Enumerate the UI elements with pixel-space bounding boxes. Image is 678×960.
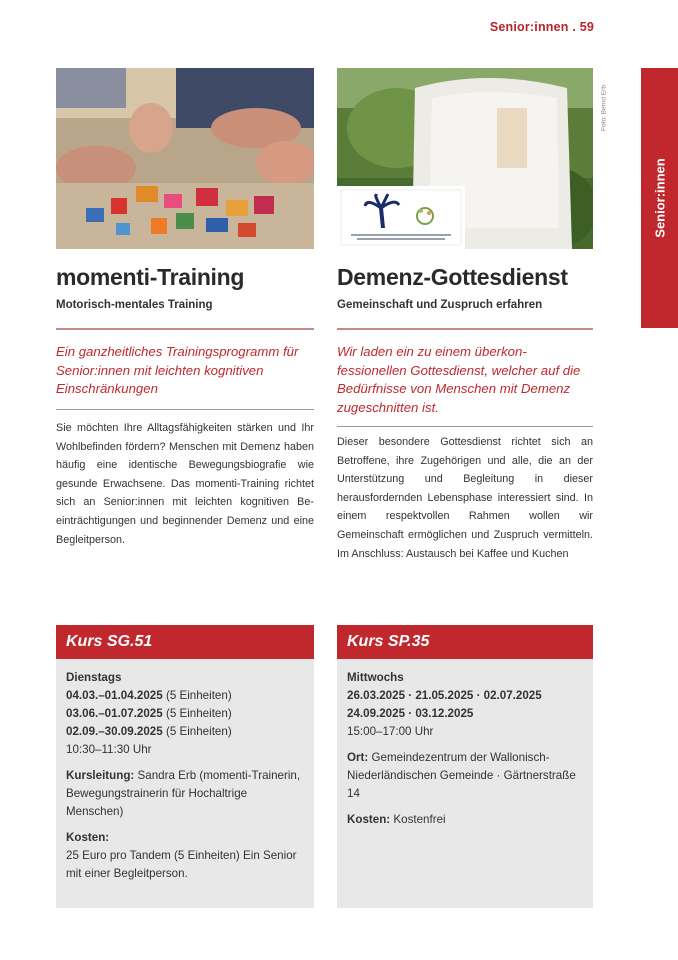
- section-side-tab: [641, 68, 678, 328]
- course-time: 10:30–11:30 Uhr: [66, 743, 152, 756]
- right-divider: [337, 328, 593, 330]
- right-lead: Wir laden ein zu einem überkonfessionellen Gottesdienst, welcher auf die Bedürfnisse von Menschen mit Demenz zugeschnitten ist.: [337, 344, 581, 415]
- course-heading: Kurs SG.51: [56, 625, 314, 659]
- course-place: [347, 749, 581, 803]
- place-label: Ort:: [347, 751, 369, 764]
- right-lead-divider: [337, 426, 593, 427]
- date-line: 24.09.2025 · 03.12.2025: [347, 707, 474, 720]
- course-day: Mittwochs: [347, 671, 404, 684]
- cost-text: Kostenfrei: [393, 813, 446, 826]
- date-note: (5 Einheiten): [165, 689, 232, 702]
- candle-illustration: [337, 68, 593, 249]
- course-cost: [347, 811, 581, 829]
- date-row: [66, 687, 302, 705]
- page-number: 59: [579, 20, 594, 34]
- course-card-sg51: [56, 625, 314, 908]
- section-label: Senior:innen: [489, 20, 569, 34]
- page-header: [490, 20, 594, 34]
- right-subtitle: Gemeinschaft und Zuspruch erfahren: [337, 299, 543, 311]
- candle-photo: [337, 68, 593, 249]
- date-note: (5 Einheiten): [165, 707, 232, 720]
- date-row: [66, 705, 302, 723]
- leader-text: Sandra Erb (momenti-Trainerin, Bewegungstrainerin für Hochaltrige Menschen): [66, 769, 301, 818]
- date-row: [66, 723, 302, 741]
- right-body: Dieser besondere Gottesdienst richtet sich an Betroffene, ihre Zugehörigen und alle, die an der Unterstützung und Begleitung in dieser herausfordernden Lebensphase interessiert sind. In einem respektvollen Rahmen wollen wir Gemeinschaft ermöglichen und Zuspruch vermitteln. Im Anschluss: Austausch bei Kaffee und Kuchen: [337, 436, 593, 560]
- course-time: 15:00–17:00 Uhr: [347, 725, 434, 738]
- header-separator: .: [572, 20, 576, 34]
- course-card-sp35: [337, 625, 593, 908]
- puzzle-illustration: [56, 68, 314, 249]
- photo-credit: [592, 68, 616, 148]
- date-range: 04.03.–01.04.2025: [66, 689, 163, 702]
- cost-label: Kosten:: [347, 813, 391, 826]
- place-text: Gemeindezentrum der Wallonisch-Niederländischen Gemeinde · Gärtnerstraße 14: [347, 751, 576, 800]
- photo-credit-text: Foto: Bernd Erb: [600, 85, 608, 131]
- left-body: Sie möchten Ihre Alltagsfähigkeiten stärken und Ihr Wohlbefinden fördern? Menschen mit Demenz haben häufig eine identische Bewegungsbiografie wie gesunde Erwachsene. Das momenti-Training richtet sich an Senior:innen mit leichten kognitiven Beeinträchtigungen und beginnender Demenz und eine Begleitperson.: [56, 422, 314, 546]
- date-range: 03.06.–01.07.2025: [66, 707, 163, 720]
- left-lead-divider: [56, 409, 314, 410]
- course-heading: Kurs SP.35: [337, 625, 593, 659]
- date-line: 26.03.2025 · 21.05.2025 · 02.07.2025: [347, 689, 542, 702]
- date-note: (5 Einheiten): [165, 725, 232, 738]
- left-divider: [56, 328, 314, 330]
- cost-label: Kosten:: [66, 831, 110, 844]
- puzzle-photo: [56, 68, 314, 249]
- left-subtitle: Motorisch-mentales Training: [56, 299, 213, 311]
- cost-text: 25 Euro pro Tandem (5 Einheiten) Ein Senior mit einer Begleitperson.: [66, 849, 297, 880]
- course-leader: [66, 767, 302, 821]
- left-lead: Ein ganzheitliches Trainingsprogramm für Senior:innen mit leichten kognitiven Einschränkungen: [56, 344, 299, 396]
- right-title: Demenz-Gottesdienst: [337, 264, 568, 290]
- course-day: Dienstags: [66, 671, 122, 684]
- left-title: momenti-Training: [56, 264, 245, 290]
- side-tab-label: Senior:innen: [652, 158, 667, 238]
- leader-label: Kursleitung:: [66, 769, 135, 782]
- date-range: 02.09.–30.09.2025: [66, 725, 163, 738]
